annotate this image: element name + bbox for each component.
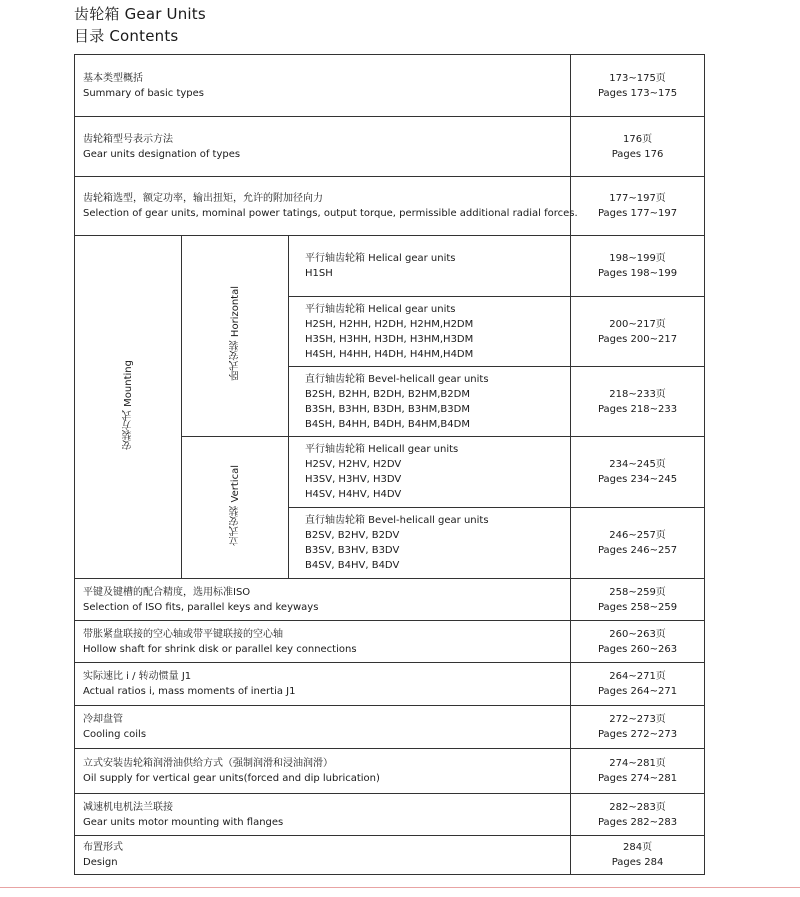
toc-pages [571,367,705,437]
model-line: H3SV, H3HV, H3DV [305,474,402,485]
toc-pages-cn: 274~281页 [609,758,666,769]
toc-title-en: Summary of basic types [83,87,205,99]
model-line: H4SH, H4HH, H4DH, H4HM,H4DM [305,348,474,360]
toc-row [75,663,705,706]
toc-title-cn: 平行轴齿轮箱 Helical gear units [305,303,456,315]
toc-pages-en: Pages 258~259 [597,601,678,613]
document-title: 齿轮箱 Gear Units [74,5,206,23]
mounting-label-cell [75,236,182,579]
toc-description [75,621,571,663]
model-line: B2SH, B2HH, B2DH, B2HM,B2DM [305,388,470,400]
toc-title-cn: 平行轴齿轮箱 Helicall gear units [305,444,459,455]
model-line: H3SH, H3HH, H3DH, H3HM,H3DM [305,333,474,345]
toc-title-cn: 带胀紧盘联接的空心轴或带平键联接的空心轴 [83,628,283,640]
toc-title-cn: 直行轴齿轮箱 Bevel-helicall gear units [305,515,489,526]
toc-description [75,579,571,621]
toc-pages-cn: 218~233页 [609,388,666,400]
toc-row [75,117,705,177]
toc-pages-en: Pages 282~283 [597,816,678,828]
toc-pages-cn: 246~257页 [609,530,666,541]
toc-title-en: Oil supply for vertical gear units(forced and dip lubrication) [83,773,380,784]
toc-pages-cn: 264~271页 [609,671,666,682]
toc-title-en: Selection of ISO fits, parallel keys and keyways [83,601,319,613]
toc-title-cn: 平行轴齿轮箱 Helical gear units [305,253,456,264]
toc-pages-en: Pages 234~245 [597,474,678,485]
toc-title-en: Selection of gear units, mominal power tatings, output torque, permissible additional radial forces. [83,208,578,219]
toc-description [289,367,571,437]
toc-pages-en: Pages 272~273 [597,729,678,740]
toc-pages-cn: 272~273页 [609,714,666,725]
toc-row [75,794,705,836]
toc-title-cn: 齿轮箱型号表示方法 [83,133,173,145]
toc-pages [571,508,705,579]
toc-pages-en: Pages 260~263 [597,643,678,655]
toc-title-en: Gear units designation of types [83,148,241,160]
toc-description [289,297,571,367]
toc-pages [571,579,705,621]
toc-description [75,749,571,794]
toc-row [75,749,705,794]
toc-pages-cn: 176页 [622,133,653,145]
toc-row-mounting [75,236,705,297]
toc-pages [571,55,705,117]
model-line: B4SH, B4HH, B4DH, B4HM,B4DM [305,418,470,430]
model-line: H1SH [305,268,333,279]
model-line: H4SV, H4HV, H4DV [305,489,402,500]
toc-pages-en: Pages 264~271 [597,686,678,697]
toc-pages-cn: 282~283页 [609,801,666,813]
toc-pages-cn: 173~175页 [609,72,666,84]
toc-pages-en: Pages 177~197 [597,208,678,219]
toc-description [289,236,571,297]
model-line: H2SH, H2HH, H2DH, H2HM,H2DM [305,318,474,330]
toc-description [75,55,571,117]
toc-pages-en: Pages 198~199 [597,268,678,279]
toc-pages-en: Pages 173~175 [597,87,678,99]
toc-row [75,621,705,663]
toc-row [75,706,705,749]
toc-title-cn: 直行轴齿轮箱 Bevel-helicall gear units [305,373,489,385]
toc-title-en: Design [83,857,118,868]
toc-pages [571,794,705,836]
vertical-label: 立式安装 Vertical [229,464,241,546]
toc-description [289,508,571,579]
toc-title-cn: 实际速比 i / 转动惯量 J1 [83,671,192,682]
toc-description [75,663,571,706]
toc-pages-cn: 258~259页 [609,586,666,598]
toc-pages-en: Pages 284 [611,857,664,868]
model-line: B4SV, B4HV, B4DV [305,560,400,571]
document-subtitle: 目录 Contents [74,27,179,45]
horizontal-label: 卧式安装 Horizontal [229,286,241,381]
toc-pages-cn: 260~263页 [609,628,666,640]
toc-description [75,177,578,236]
toc-pages [571,297,705,367]
toc-pages [571,621,705,663]
vertical-label-cell [182,437,289,579]
toc-row [75,836,705,875]
toc-title-cn: 基本类型概括 [83,72,143,84]
toc-pages [571,236,705,297]
toc-title-en: Hollow shaft for shrink disk or parallel key connections [83,643,357,655]
toc-pages-cn: 200~217页 [609,318,666,330]
footer-divider [0,887,800,888]
toc-description [75,117,571,177]
toc-title-cn: 齿轮箱选型，额定功率，输出扭矩，允许的附加径向力 [83,193,323,204]
toc-pages-en: Pages 246~257 [597,545,678,556]
toc-pages-cn: 284页 [622,842,653,853]
model-line: B3SV, B3HV, B3DV [305,545,400,556]
toc-pages [571,706,705,749]
toc-title-cn: 减速机电机法兰联接 [83,801,173,813]
toc-pages [571,836,705,875]
toc-title-en: Actual ratios i, mass moments of inertia J1 [83,686,296,697]
toc-title-cn: 平键及键槽的配合精度，选用标准ISO [83,586,251,598]
toc-pages-cn: 177~197页 [609,193,666,204]
toc-row [75,579,705,621]
toc-description [75,706,571,749]
toc-title-cn: 立式安装齿轮箱润滑油供给方式（强制润滑和浸油润滑） [83,758,333,769]
contents-table [74,54,705,875]
toc-pages-en: Pages 218~233 [597,403,678,415]
toc-title-cn: 冷却盘管 [83,714,123,725]
toc-row [75,55,705,117]
toc-title-en: Gear units motor mounting with flanges [83,816,284,828]
model-line: H2SV, H2HV, H2DV [305,459,402,470]
toc-pages [571,663,705,706]
toc-pages [571,177,705,236]
toc-title-cn: 布置形式 [83,842,123,853]
toc-pages [571,749,705,794]
model-line: B2SV, B2HV, B2DV [305,530,400,541]
toc-pages-en: Pages 200~217 [597,333,678,345]
toc-description [75,794,571,836]
toc-title-en: Cooling coils [83,729,147,740]
toc-pages [571,117,705,177]
toc-pages [571,437,705,508]
toc-pages-en: Pages 274~281 [597,773,678,784]
mounting-label: 安装方式 Mounting [122,359,134,450]
toc-row [75,177,705,236]
toc-description [289,437,571,508]
toc-description [75,836,571,875]
toc-pages-cn: 234~245页 [609,459,666,470]
horizontal-label-cell [182,236,289,437]
toc-pages-en: Pages 176 [611,148,664,160]
toc-pages-cn: 198~199页 [609,253,666,264]
model-line: B3SH, B3HH, B3DH, B3HM,B3DM [305,403,470,415]
